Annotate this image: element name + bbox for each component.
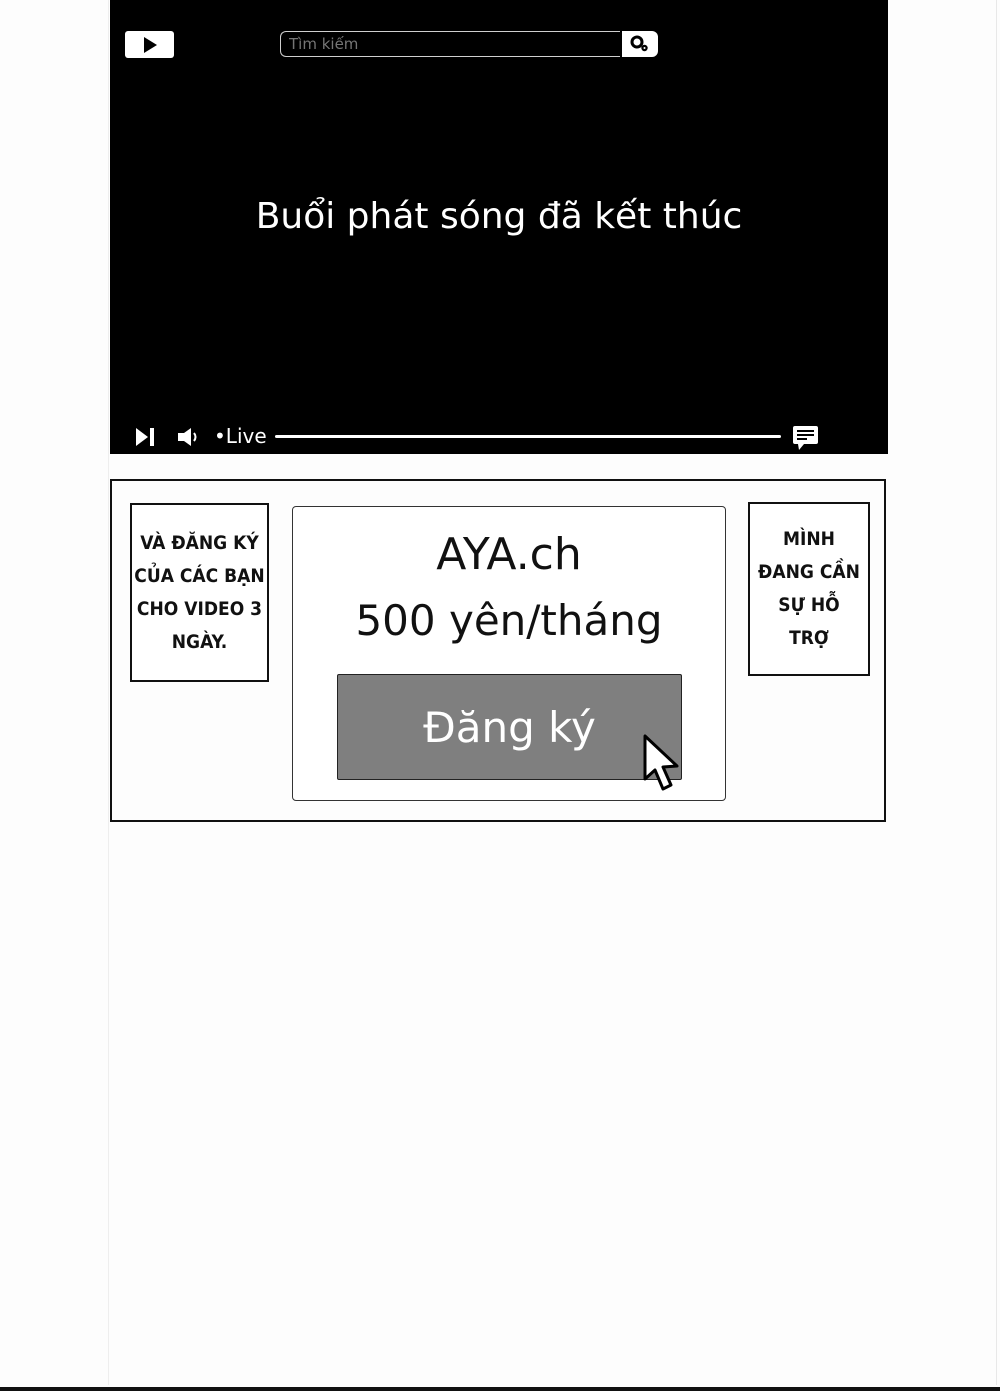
bubble-line: ĐANG CẦN xyxy=(758,561,860,583)
mouse-pointer-icon xyxy=(642,733,682,795)
bubble-line: NGÀY. xyxy=(171,630,228,653)
bubble-line: CHO VIDEO 3 xyxy=(136,597,263,620)
bubble-line: CỦA CÁC BẠN xyxy=(134,564,265,587)
play-next-icon[interactable] xyxy=(134,426,156,448)
subscription-panel xyxy=(110,479,886,822)
player-controls xyxy=(110,422,888,450)
subscribe-button[interactable]: Đăng ký xyxy=(337,674,682,780)
broadcast-ended-message: Buổi phát sóng đã kết thúc xyxy=(255,196,743,237)
bubble-line: VÀ ĐĂNG KÝ xyxy=(140,531,259,554)
bubble-line: MÌNH xyxy=(783,528,835,550)
subscription-card xyxy=(292,506,726,801)
live-indicator: •Live xyxy=(214,424,267,448)
search-gear-icon xyxy=(630,35,650,53)
bubble-line: SỰ HỖ xyxy=(778,594,840,616)
page-right-edge xyxy=(996,0,997,1385)
page-bottom-border xyxy=(0,1387,1000,1391)
speech-bubble-right xyxy=(748,502,870,676)
play-icon xyxy=(141,36,159,54)
video-player[interactable] xyxy=(110,0,888,454)
subscription-price: 500 yên/tháng xyxy=(355,596,663,645)
progress-bar[interactable] xyxy=(275,435,781,438)
search-input[interactable] xyxy=(280,31,620,57)
chat-icon[interactable] xyxy=(792,425,819,452)
search-button[interactable] xyxy=(622,31,658,57)
speech-bubble-left xyxy=(130,503,269,682)
volume-icon[interactable] xyxy=(177,426,201,448)
bubble-line: TRỢ xyxy=(789,627,829,649)
search-bar xyxy=(280,31,658,57)
page-left-edge xyxy=(108,0,109,1385)
channel-name: AYA.ch xyxy=(436,529,582,580)
logo-play-button[interactable] xyxy=(125,31,174,58)
